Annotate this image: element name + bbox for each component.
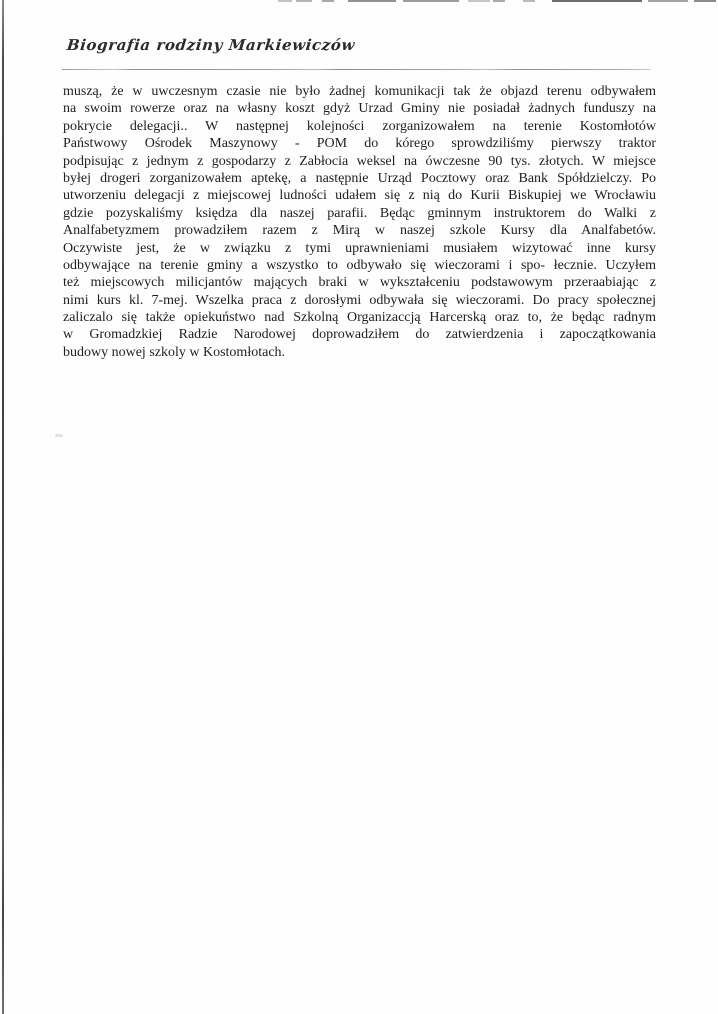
text-line: odbywające na terenie gminy a wszystko to odbywało się wieczorami i spo- łecznie. Uczyłem — [63, 257, 656, 273]
header-divider — [62, 69, 651, 71]
scan-mark — [552, 0, 642, 2]
scan-mark — [493, 0, 505, 2]
text-line: budowy nowej szkoly w Kostomłotach. — [63, 344, 286, 360]
scan-mark — [348, 0, 396, 2]
scan-mark — [278, 0, 292, 2]
text-line: na swoim rowerze oraz na własny koszt gdyż Urzad Gminy nie posiadał żadnych funduszy na — [63, 101, 656, 117]
scan-mark — [468, 0, 490, 2]
text-line: utworzeniu delegacji z miejscowej ludności udałem się z nią do Kurii Biskupiej we Wrocławiu — [63, 188, 656, 204]
scan-mark — [648, 0, 688, 2]
text-line: gdzie pozyskaliśmy księdza dla naszej parafii. Będąc gminnym instruktorem do Walki z — [63, 205, 656, 221]
text-line: muszą, że w uwczesnym czasie nie było żadnej komunikacji tak że objazd terenu odbywałem — [63, 84, 656, 99]
scan-mark — [694, 0, 716, 2]
scan-mark — [403, 0, 459, 2]
text-line: zaliczalo się także opiekuństwo nad Szkolną Organizaccją Harcerską oraz to, że będąc radnym — [63, 310, 656, 326]
document-title: Biografia rodziny Markiewiczów — [66, 36, 356, 54]
scan-mark — [322, 0, 334, 2]
text-line: Oczywiste jest, że w związku z tymi uprawnieniami musiałem wizytować inne kursy — [63, 240, 656, 256]
scan-artifact-left-edge — [2, 0, 4, 1014]
text-line: w Gromadzkiej Radzie Narodowej doprowadziłem do zatwierdzenia i zapoczątkowania — [63, 327, 656, 343]
scan-smudge — [55, 434, 63, 437]
scan-mark — [296, 0, 312, 2]
text-line: nimi kurs kl. 7-mej. Wszelka praca z dorosłymi odbywała się wieczorami. Do pracy społecznej — [63, 292, 656, 308]
scan-mark — [523, 0, 535, 2]
text-line: podpisując z jednym z gospodarzy z Zabłocia weksel na ówczesne 90 tys. złotych. W miejsce — [63, 153, 656, 169]
text-line: byłej drogeri zorganizowałem aptekę, a następnie Urząd Pocztowy oraz Bank Spółdzielczy. Po — [63, 170, 656, 186]
document-body — [63, 83, 656, 361]
text-line: Państwowy Ośrodek Maszynowy - POM do kórego sprowdziliśmy pierwszy traktor — [63, 136, 656, 152]
text-line: Analfabetyzmem prowadziłem razem z Mirą w naszej szkole Kursy dla Analfabetów. — [63, 223, 656, 239]
text-line: też miejscowych milicjantów mających braki w wykształceniu podstawowym przeraabiając z — [63, 275, 656, 291]
text-line: pokrycie delegacji.. W następnej kolejności zorganizowałem na terenie Kostomłotów — [63, 118, 656, 134]
